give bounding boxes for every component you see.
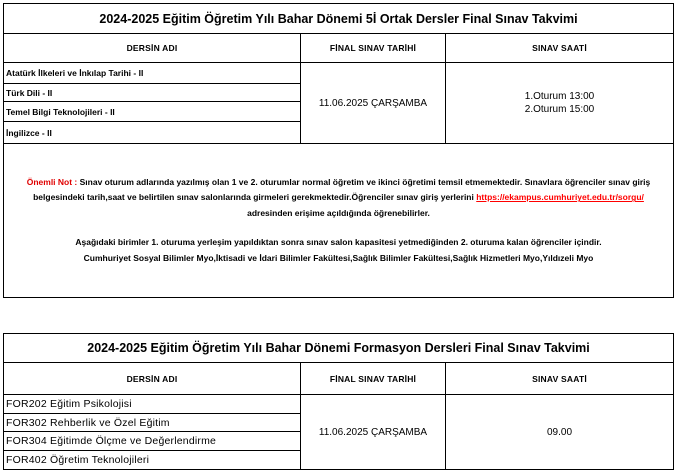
note-text: Sınav oturum adlarında yazılmış olan 1 ve 2. oturumlar normal öğretim ve ikinci öğretimi temsil etmemektedir. Sınavlara öğrenciler sınav giriş belgesindeki tarih,saat ve belirtilen sınav salonlarında girmeleri gerekmektedir.Öğrenciler sınav giriş yerlerini bbox=[33, 176, 651, 203]
exam-time: 09.00 bbox=[446, 395, 674, 470]
course-cell: İngilizce - II bbox=[4, 122, 301, 144]
ekampus-link[interactable]: https://ekampus.cumhuriyet.edu.tr/sorgu/ bbox=[476, 192, 644, 203]
table-title: 2024-2025 Eğitim Öğretim Yılı Bahar Dönemi 5İ Ortak Dersler Final Sınav Takvimi bbox=[4, 4, 674, 34]
header-date: FİNAL SINAV TARİHİ bbox=[301, 34, 446, 63]
header-time: SINAV SAATİ bbox=[446, 363, 674, 395]
course-cell: Atatürk İlkeleri ve İnkılap Tarihi - II bbox=[4, 63, 301, 84]
header-date: FİNAL SINAV TARİHİ bbox=[301, 363, 446, 395]
table-title: 2024-2025 Eğitim Öğretim Yılı Bahar Dönemi Formasyon Dersleri Final Sınav Takvimi bbox=[4, 334, 674, 363]
note-label: Önemli Not : bbox=[26, 176, 80, 187]
header-time: SINAV SAATİ bbox=[446, 34, 674, 63]
course-cell: FOR402 Öğretim Teknolojileri bbox=[4, 451, 301, 470]
formasyon-dersleri-table bbox=[3, 333, 674, 470]
session-1: 1.Oturum 13:00 bbox=[524, 91, 595, 102]
course-cell: Türk Dili - II bbox=[4, 84, 301, 102]
header-course: DERSİN ADI bbox=[4, 363, 301, 395]
header-course: DERSİN ADI bbox=[4, 34, 301, 63]
session-2: 2.Oturum 15:00 bbox=[524, 104, 595, 115]
course-cell: Temel Bilgi Teknolojileri - II bbox=[4, 102, 301, 122]
exam-time bbox=[446, 63, 674, 144]
exam-date: 11.06.2025 ÇARŞAMBA bbox=[301, 63, 446, 144]
note-text-end: adresinden erişime açıldığında öğrenebilirler. bbox=[247, 207, 430, 218]
course-cell: FOR202 Eğitim Psikolojisi bbox=[4, 395, 301, 414]
ortak-dersler-table bbox=[3, 3, 674, 298]
note-paragraph-2-line-1: Aşağıdaki birimler 1. oturuma yerleşim yapıldıktan sonra sınav salon kapasitesi yetmediğinden 2. oturuma kalan öğrenciler içindir. bbox=[75, 237, 602, 248]
course-cell: FOR304 Eğitimde Ölçme ve Değerlendirme bbox=[4, 432, 301, 451]
important-note bbox=[4, 144, 674, 298]
note-paragraph-2-line-2: Cumhuriyet Sosyal Bilimler Myo,İktisadi ve İdari Bilimler Fakültesi,Sağlık Bilimler Fakültesi,Sağlık Hizmetleri Myo,Yıldızeli Myo bbox=[83, 252, 594, 263]
exam-date: 11.06.2025 ÇARŞAMBA bbox=[301, 395, 446, 470]
course-cell: FOR302 Rehberlik ve Özel Eğitim bbox=[4, 414, 301, 432]
